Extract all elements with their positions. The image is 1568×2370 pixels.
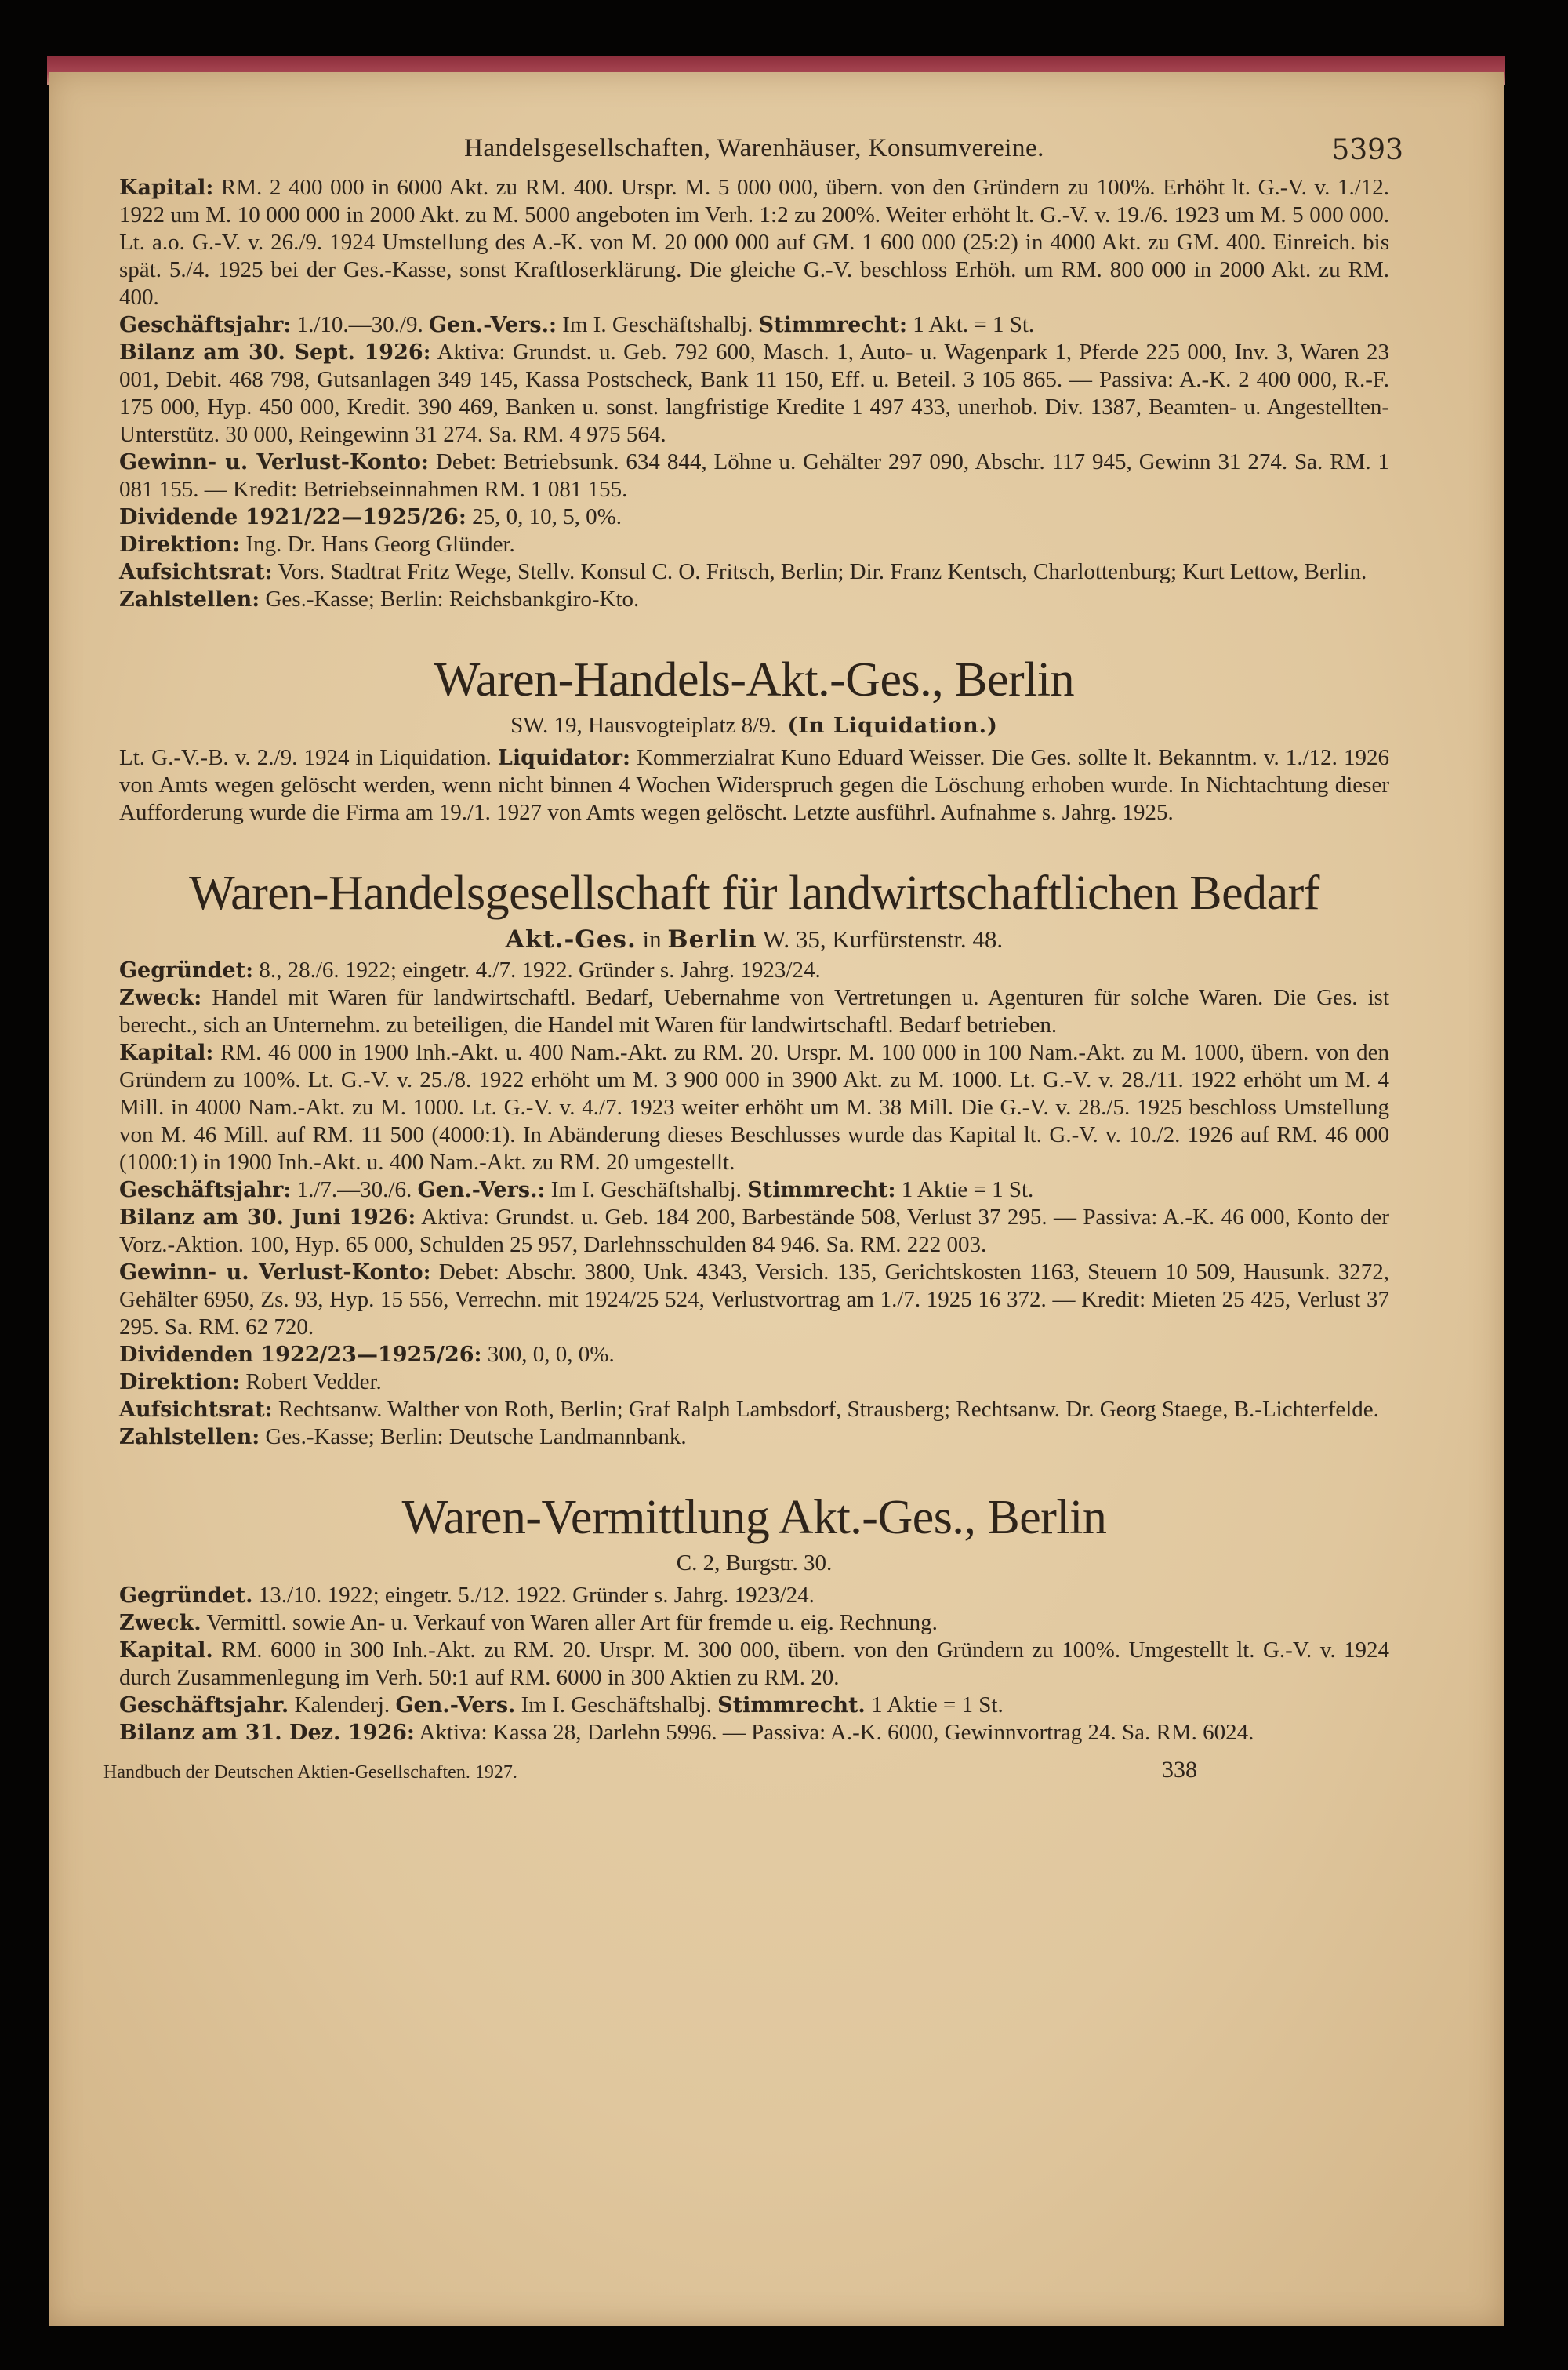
guv-label-2: Gewinn- u. Verlust-Konto:: [119, 1260, 431, 1285]
company-heading-landwirtschaftlich: Waren-Handelsgesellschaft für landwirtschaftlichen Bedarf: [189, 867, 1319, 920]
bilanz-label-2: Bilanz am 30. Juni 1926:: [119, 1205, 416, 1230]
zweck-label: Zweck:: [119, 986, 202, 1010]
company-subheading: [119, 925, 1389, 954]
dividende-text-2: 300, 0, 0, 0%.: [487, 1342, 615, 1367]
bilanz-paragraph: [119, 339, 1389, 449]
direktion-text-2: Robert Vedder.: [245, 1369, 382, 1394]
gen-vers-label: Gen.-Vers.:: [429, 313, 557, 337]
kapital-label-2: Kapital:: [119, 1041, 214, 1065]
dividende-label-2: Dividenden 1922/23—1925/26:: [119, 1343, 482, 1367]
zahlstellen-label-2: Zahlstellen:: [119, 1425, 260, 1449]
bilanz-label-4: Bilanz am 31. Dez. 1926:: [119, 1721, 415, 1745]
dividende-paragraph-2: [119, 1341, 1389, 1369]
zweck-label-4: Zweck.: [119, 1611, 201, 1635]
direktion-label-2: Direktion:: [119, 1370, 241, 1394]
liquidation-status: (In Liquidation.): [787, 714, 998, 738]
gen-vers-label-4: Gen.-Vers.: [395, 1693, 516, 1718]
zahlstellen-paragraph: [119, 586, 1389, 613]
direktion-paragraph: [119, 531, 1389, 558]
footer-signature: 338: [1162, 1757, 1197, 1783]
geschaeftsjahr-label: Geschäftsjahr:: [119, 313, 292, 337]
direktion-label: Direktion:: [119, 533, 241, 557]
aufsichtsrat-paragraph-2: [119, 1396, 1389, 1423]
kapital-paragraph: [119, 174, 1389, 311]
aufsichtsrat-label: Aufsichtsrat:: [119, 560, 273, 584]
akt-ges-label: Akt.-Ges.: [505, 925, 637, 954]
company-heading-waren-vermittlung: Waren-Vermittlung Akt.-Ges., Berlin: [401, 1491, 1107, 1544]
gen-vers-text: Im I. Geschäftshalbj.: [562, 312, 753, 337]
direktion-text: Ing. Dr. Hans Georg Glünder.: [245, 532, 515, 557]
gen-vers-text-4: Im I. Geschäftshalbj.: [521, 1692, 712, 1718]
stimmrecht-text-2: 1 Aktie = 1 St.: [901, 1177, 1034, 1202]
geschaeftsjahr-paragraph-2: [119, 1176, 1389, 1204]
aufsichtsrat-text-2: Rechtsanw. Walther von Roth, Berlin; Graf Ralph Lambsdorf, Strausberg; Rechtsanw. Dr. Georg Staege, B.-Lichterfelde.: [278, 1397, 1379, 1422]
liquidation-text-a: Lt. G.-V.-B. v. 2./9. 1924 in Liquidation.: [119, 745, 492, 770]
gegruendet-paragraph-4: [119, 1582, 1389, 1609]
page-content: [103, 119, 1403, 1787]
gegruendet-paragraph: [119, 957, 1389, 984]
gen-vers-label-2: Gen.-Vers.:: [417, 1178, 546, 1202]
liquidation-text-b: Kommerzialrat Kuno Eduard Weisser. Die Ges. sollte lt. Bekanntm. v. 1./12. 1926 von Amts wegen gelöscht werden, wenn nicht binnen 4 Wochen Widerspruch gegen die Löschung erhoben wurde. In Nichtachtung dieser Aufforderung wurde die Firma am 19./1. 1927 von Amts wegen gelöscht. Letzte ausführl. Aufnahme s. Jahrg. 1925.: [119, 745, 1390, 825]
aufsichtsrat-text: Vors. Stadtrat Fritz Wege, Stellv. Konsul C. O. Fritsch, Berlin; Dir. Franz Kentsch, Charlottenburg; Kurt Lettow, Berlin.: [278, 559, 1367, 584]
dividende-text: 25, 0, 10, 5, 0%.: [472, 504, 622, 529]
page-number: 5393: [1331, 134, 1403, 166]
city-label: Berlin: [667, 925, 757, 954]
kapital-label-4: Kapital.: [119, 1638, 213, 1663]
guv-text: Debet: Betriebsunk. 634 844, Löhne u. Gehälter 297 090, Abschr. 117 945, Gewinn 31 274. Sa. RM. 1 081 155. — Kredit: Betriebseinnahmen RM. 1 081 155.: [119, 449, 1389, 502]
bilanz-text: Aktiva: Grundst. u. Geb. 792 600, Masch. 1, Auto- u. Wagenpark 1, Pferde 225 000, Inv. 3, Waren 23 001, Debit. 468 798, Gutsanlagen 349 145, Kassa Postscheck, Bank 11 150, Eff. u. Beteil. 3 105 865. — Passiva: A.-K. 2 400 000, R.-F. 175 000, Hyp. 450 000, Kredit. 390 469, Banken u. sonst. langfristige Kredite 1 497 433, unerhob. Div. 1387, Beamten- u. Angestellten-Unterstütz. 30 000, Reingewinn 31 274. Sa. RM. 4 975 564.: [119, 340, 1390, 447]
zahlstellen-label: Zahlstellen:: [119, 587, 260, 612]
zahlstellen-paragraph-2: [119, 1423, 1389, 1451]
company-heading-waren-handels: Waren-Handels-Akt.-Ges., Berlin: [434, 653, 1075, 707]
footer-book-title: Handbuch der Deutschen Aktien-Gesellschaften. 1927.: [103, 1762, 517, 1783]
stimmrecht-label-2: Stimmrecht:: [747, 1178, 896, 1202]
stimmrecht-label: Stimmrecht:: [758, 313, 907, 337]
address-text: SW. 19, Hausvogteiplatz 8/9.: [510, 713, 776, 738]
running-head: [119, 119, 1403, 174]
geschaeftsjahr-text-4: Kalenderj.: [294, 1692, 390, 1718]
kapital-text: RM. 2 400 000 in 6000 Akt. zu RM. 400. Urspr. M. 5 000 000, übern. von den Gründern zu 100%. Erhöht lt. G.-V. v. 1./12. 1922 um M. 10 000 000 in 2000 Akt. zu M. 5000 angeboten im Verh. 1:2 zu 200%. Weiter erhöht lt. G.-V. v. 19./6. 1923 um M. 5 000 000. Lt. a.o. G.-V. v. 26./9. 1924 Umstellung des A.-K. von M. 20 000 000 auf GM. 1 600 000 (25:2) in 4000 Akt. zu GM. 400. Einreich. bis spät. 5./4. 1925 bei der Ges.-Kasse, sonst Kraftloserklärung. Die gleiche G.-V. beschloss Erhöh. um RM. 800 000 in 2000 Akt. zu RM. 400.: [119, 175, 1389, 310]
direktion-paragraph-2: [119, 1369, 1389, 1396]
dividende-paragraph: [119, 503, 1389, 531]
zweck-text: Handel mit Waren für landwirtschaftl. Bedarf, Uebernahme von Vertretungen u. Agenturen für solche Waren. Die Ges. ist berecht., sich an Unternehm. zu beteiligen, die Handel mit Waren für landwirtschaftl. Bedarf betrieben.: [119, 985, 1390, 1038]
page-footer: [103, 1756, 1389, 1787]
guv-paragraph: [119, 449, 1389, 503]
subheading-address: W. 35, Kurfürstenstr. 48.: [762, 925, 1004, 953]
gegruendet-label-4: Gegründet.: [119, 1583, 253, 1608]
zahlstellen-text: Ges.-Kasse; Berlin: Reichsbankgiro-Kto.: [265, 587, 640, 612]
bilanz-paragraph-2: [119, 1204, 1389, 1259]
gegruendet-text: 8., 28./6. 1922; eingetr. 4./7. 1922. Gründer s. Jahrg. 1923/24.: [259, 958, 821, 983]
zweck-paragraph: [119, 984, 1389, 1039]
geschaeftsjahr-paragraph: [119, 311, 1389, 339]
aufsichtsrat-label-2: Aufsichtsrat:: [119, 1398, 273, 1422]
gen-vers-text-2: Im I. Geschäftshalbj.: [550, 1177, 742, 1202]
guv-text-2: Debet: Abschr. 3800, Unk. 4343, Versich. 135, Gerichtskosten 1163, Steuern 10 509, Hausunk. 3272, Gehälter 6950, Zs. 93, Hyp. 15 556, Verrechn. mit 1924/25 524, Verlustvortrag am 1./7. 1925 16 372. — Kredit: Mieten 25 425, Verlust 37 295. Sa. RM. 62 720.: [119, 1260, 1389, 1339]
gegruendet-text-4: 13./10. 1922; eingetr. 5./12. 1922. Gründer s. Jahrg. 1923/24.: [258, 1583, 815, 1608]
in-word: in: [642, 925, 662, 953]
liquidator-label: Liquidator:: [497, 746, 630, 770]
kapital-paragraph-2: [119, 1039, 1389, 1176]
company-address-4: C. 2, Burgstr. 30.: [676, 1550, 833, 1576]
geschaeftsjahr-text: 1./10.—30./9.: [296, 312, 423, 337]
bilanz-text-4: Aktiva: Kassa 28, Darlehn 5996. — Passiva: A.-K. 6000, Gewinnvortrag 24. Sa. RM. 6024.: [419, 1720, 1254, 1745]
stimmrecht-text: 1 Akt. = 1 St.: [913, 312, 1035, 337]
geschaeftsjahr-text-2: 1./7.—30./6.: [296, 1177, 412, 1202]
geschaeftsjahr-paragraph-4: [119, 1692, 1389, 1719]
bilanz-text-2: Aktiva: Grundst. u. Geb. 184 200, Barbestände 508, Verlust 37 295. — Passiva: A.-K. 46 000, Konto der Vorz.-Aktion. 100, Hyp. 65 000, Schulden 25 957, Darlehnsschulden 84 946. Sa. RM. 222 003.: [119, 1205, 1389, 1257]
liquidation-paragraph: [119, 744, 1389, 827]
bilanz-label: Bilanz am 30. Sept. 1926:: [119, 340, 431, 365]
bilanz-paragraph-4: [119, 1719, 1389, 1747]
guv-paragraph-2: [119, 1259, 1389, 1341]
book-page: [49, 72, 1504, 2326]
aufsichtsrat-paragraph: [119, 558, 1389, 586]
gegruendet-label: Gegründet:: [119, 958, 254, 983]
zweck-paragraph-4: [119, 1609, 1389, 1637]
dividende-label: Dividende 1921/22—1925/26:: [119, 505, 466, 529]
kapital-text-2: RM. 46 000 in 1900 Inh.-Akt. u. 400 Nam.-Akt. zu RM. 20. Urspr. M. 100 000 in 100 Nam.-Akt. zu M. 1000, übern. von den Gründern zu 100%. Lt. G.-V. v. 25./8. 1922 erhöht um M. 3 900 000 in 3900 Akt. zu M. 1000. Lt. G.-V. v. 28./11. 1922 erhöht um M. 4 Mill. in 4000 Nam.-Akt. zu M. 1000. Lt. G.-V. v. 4./7. 1923 weiter erhöht um M. 38 Mill. Die G.-V. v. 28./5. 1925 beschloss Umstellung von M. 46 Mill. auf RM. 11 500 (4000:1). In Abänderung dieses Beschlusses wurde das Kapital lt. G.-V. v. 10./2. 1926 auf RM. 46 000 (1000:1) in 1900 Inh.-Akt. u. 400 Nam.-Akt. zu RM. 20 umgestellt.: [119, 1040, 1390, 1175]
stimmrecht-label-4: Stimmrecht.: [717, 1693, 866, 1718]
running-title: Handelsgesellschaften, Warenhäuser, Konsumvereine.: [464, 134, 1044, 162]
zweck-text-4: Vermittl. sowie An- u. Verkauf von Waren aller Art für fremde u. eig. Rechnung.: [206, 1610, 938, 1635]
geschaeftsjahr-label-2: Geschäftsjahr:: [119, 1178, 292, 1202]
guv-label: Gewinn- u. Verlust-Konto:: [119, 450, 429, 474]
company-address: [119, 712, 1389, 740]
kapital-text-4: RM. 6000 in 300 Inh.-Akt. zu RM. 20. Urspr. M. 300 000, übern. von den Gründern zu 100%. Umgestellt lt. G.-V. v. 1924 durch Zusammenlegung im Verh. 50:1 auf RM. 6000 in 300 Aktien zu RM. 20.: [119, 1638, 1389, 1690]
zahlstellen-text-2: Ges.-Kasse; Berlin: Deutsche Landmannbank.: [265, 1424, 687, 1449]
kapital-label: Kapital:: [119, 176, 214, 200]
geschaeftsjahr-label-4: Geschäftsjahr.: [119, 1693, 289, 1718]
kapital-paragraph-4: [119, 1637, 1389, 1692]
stimmrecht-text-4: 1 Aktie = 1 St.: [871, 1692, 1004, 1718]
